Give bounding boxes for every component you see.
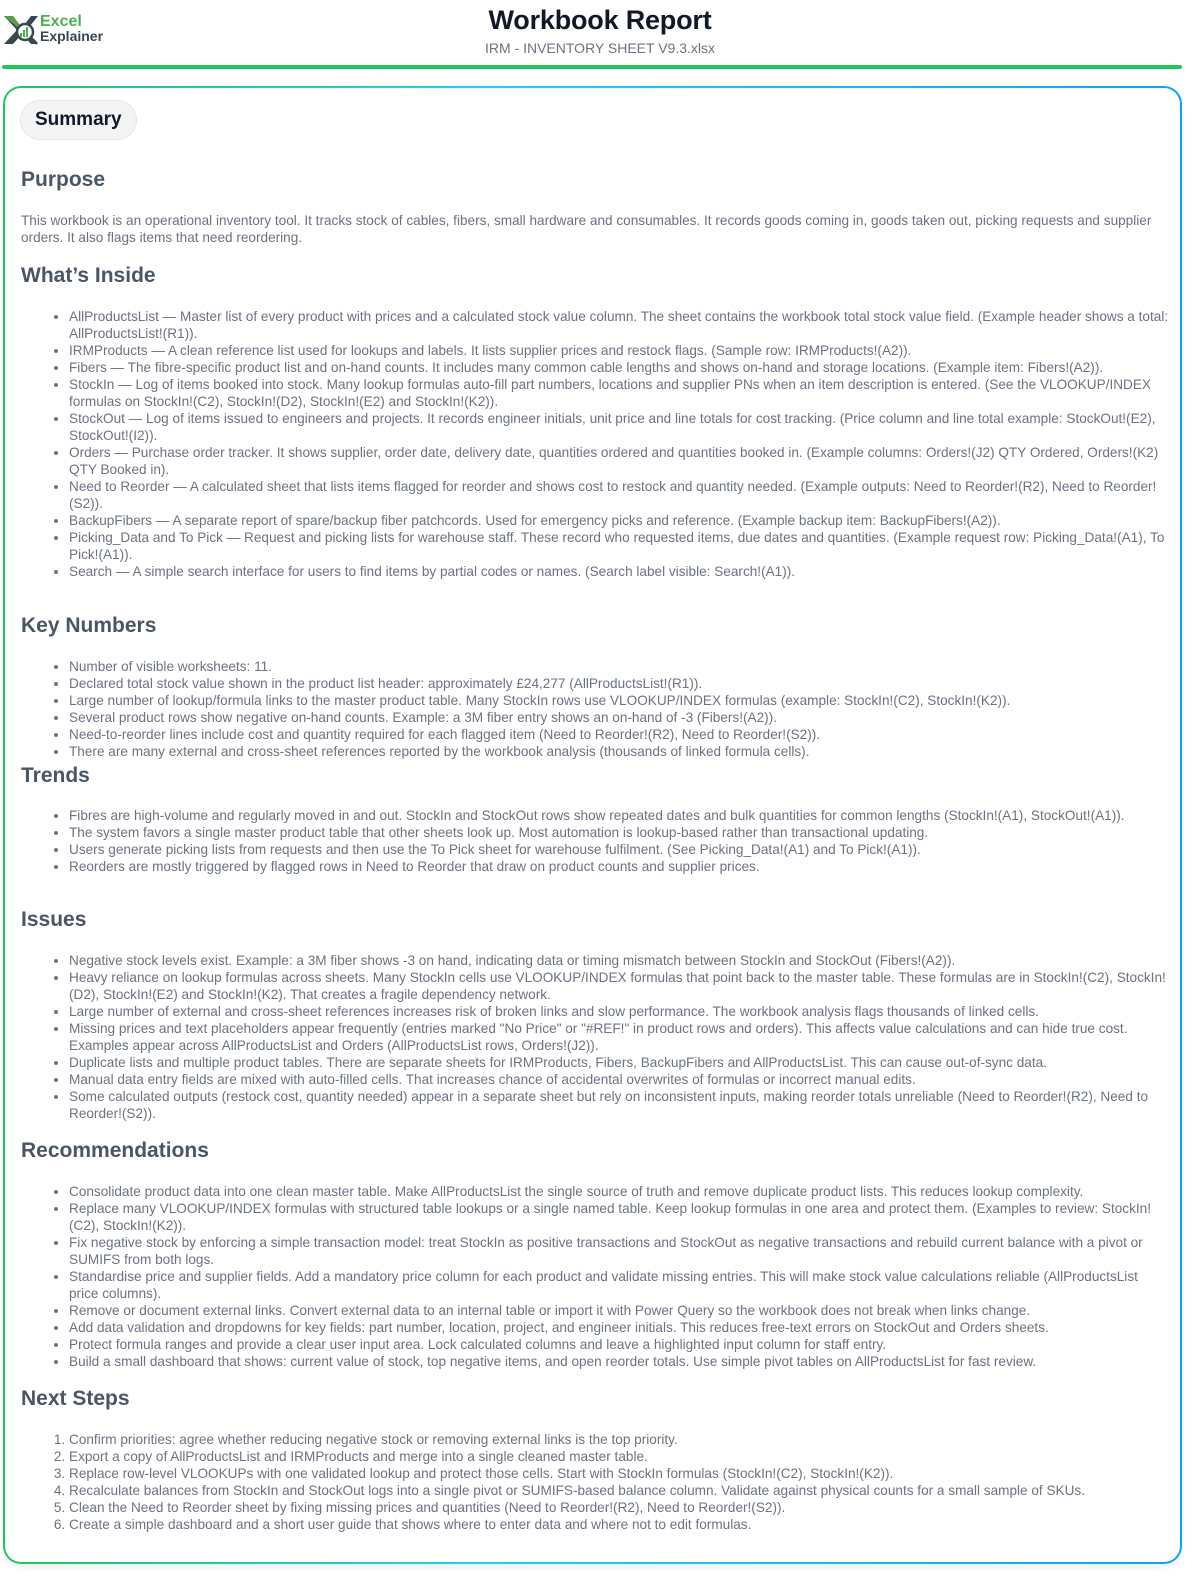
list-item: • Users generate picking lists from requests and then use the To Pick sheet for warehouse fulfilment. (See Picking_Data!(A1) and To Pick!(A1)). [69,841,1169,858]
list-item: • StockIn — Log of items booked into stock. Many lookup formulas auto-fill part numbers, locations and supplier PNs when an item description is entered. (See the VLOOKUP/INDEX formulas on StockIn!(C2), StockIn!(D2), StockIn!(E2) and StockIn!(K2)). [69,376,1169,410]
list-item: • Missing prices and text placeholders appear frequently (entries marked "No Price" or "#REF!" in product rows and orders). This affects value calculations and can hide true cost. Examples appear across AllProductsList and Orders (AllProductsList rows, Orders!(J2)). [69,1020,1169,1054]
issues-list [69,952,1169,1122]
list-item: 3. Replace row-level VLOOKUPs with one validated lookup and protect those cells. Start with StockIn formulas (StockIn!(C2), StockIn!(K2)). [69,1465,1169,1482]
section-heading-whats-inside: What’s Inside [21,264,156,287]
list-item: 4. Recalculate balances from StockIn and StockOut logs into a single pivot or SUMIFS-based balance column. Validate against physical counts for a small sample of SKUs. [69,1482,1169,1499]
list-item: • IRMProducts — A clean reference list used for lookups and labels. It lists supplier prices and restock flags. (Sample row: IRMProducts!(A2)). [69,342,1169,359]
list-item: • Consolidate product data into one clean master table. Make AllProductsList the single source of truth and remove duplicate product lists. This reduces lookup complexity. [69,1183,1169,1200]
list-item: • StockOut — Log of items issued to engineers and projects. It records engineer initials, unit price and line totals for cost tracking. (Price column and line total example: StockOut!(E2), StockOut!(I2)). [69,410,1169,444]
list-item: • Fix negative stock by enforcing a simple transaction model: treat StockIn as positive transactions and StockOut as negative transactions and rebuild current balance with a pivot or SUMIFS from both logs. [69,1234,1169,1268]
list-item: 1. Confirm priorities: agree whether reducing negative stock or removing external links is the top priority. [69,1431,1169,1448]
list-item: 5. Clean the Need to Reorder sheet by fixing missing prices and quantities (Need to Reorder!(R2), Need to Reorder!(S2)). [69,1499,1169,1516]
key-numbers-list [69,658,1169,760]
list-item: 2. Export a copy of AllProductsList and IRMProducts and merge into a single cleaned master table. [69,1448,1169,1465]
list-item: • Large number of lookup/formula links to the master product table. Many StockIn rows use VLOOKUP/INDEX formulas (example: StockIn!(C2), StockIn!(K2)). [69,692,1169,709]
list-item: • Build a small dashboard that shows: current value of stock, top negative items, and open reorder totals. Use simple pivot tables on AllProductsList for fast review. [69,1353,1169,1370]
list-item: • Replace many VLOOKUP/INDEX formulas with structured table lookups or a single named table. Keep lookup formulas in one area and protect them. (Examples to review: StockIn!(C2), StockIn!(K2)). [69,1200,1169,1234]
list-item: • Number of visible worksheets: 11. [69,658,1169,675]
list-item: • Search — A simple search interface for users to find items by partial codes or names. (Search label visible: Search!(A1)). [69,563,1169,580]
recommendations-list [69,1183,1169,1370]
summary-tab[interactable]: Summary [20,100,137,140]
purpose-text: This workbook is an operational inventory tool. It tracks stock of cables, fibers, small hardware and consumables. It records goods coming in, goods taken out, picking requests and supplier orders. It also flags items that need reordering. [21,213,1152,245]
list-item: • BackupFibers — A separate report of spare/backup fiber patchcords. Used for emergency picks and reference. (Example backup item: BackupFibers!(A2)). [69,512,1169,529]
list-item: • Fibres are high-volume and regularly moved in and out. StockIn and StockOut rows show repeated dates and bulk quantities for common lengths (StockIn!(A1), StockOut!(A1)). [69,807,1169,824]
logo-text-explainer: Explainer [40,28,104,44]
list-item: • Several product rows show negative on-hand counts. Example: a 3M fiber entry shows an on-hand of -3 (Fibers!(A2)). [69,709,1169,726]
list-item: • There are many external and cross-sheet references reported by the workbook analysis (thousands of linked formula cells). [69,743,1169,760]
whats-inside-list [69,308,1169,580]
section-heading-trends: Trends [21,764,90,787]
list-item: • Need-to-reorder lines include cost and quantity required for each flagged item (Need to Reorder!(R2), Need to Reorder!(S2)). [69,726,1169,743]
list-item: • Standardise price and supplier fields. Add a mandatory price column for each product and validate missing entries. This will make stock value calculations reliable (AllProductsList price columns). [69,1268,1169,1302]
logo-text-excel: Excel [40,13,82,30]
list-item: • Declared total stock value shown in the product list header: approximately £24,277 (AllProductsList!(R1)). [69,675,1169,692]
list-item: 6. Create a simple dashboard and a short user guide that shows where to enter data and where not to edit formulas. [69,1516,1169,1533]
list-item: • Negative stock levels exist. Example: a 3M fiber shows -3 on hand, indicating data or timing mismatch between StockIn and StockOut (Fibers!(A2)). [69,952,1169,969]
workbook-filename: IRM - INVENTORY SHEET V9.3.xlsx [484,40,716,56]
list-item: • Remove or document external links. Convert external data to an internal table or import it with Power Query so the workbook does not break when links change. [69,1302,1169,1319]
list-item: • Reorders are mostly triggered by flagged rows in Need to Reorder that draw on product counts and supplier prices. [69,858,1169,875]
summary-card [3,86,1182,1564]
list-item: • Picking_Data and To Pick — Request and picking lists for warehouse staff. These record who requested items, due dates and quantities. (Example request row: Picking_Data!(A1), To Pick!(A1)). [69,529,1169,563]
list-item: • Heavy reliance on lookup formulas across sheets. Many StockIn cells use VLOOKUP/INDEX formulas that point back to the master table. These formulas are in StockIn!(C2), StockIn!(D2), StockIn!(E2) and StockIn!(K2). That creates a fragile dependency network. [69,969,1169,1003]
next-steps-list [69,1431,1169,1533]
trends-list [69,807,1169,875]
list-item: • Protect formula ranges and provide a clear user input area. Lock calculated columns and leave a highlighted input column for staff entry. [69,1336,1169,1353]
section-heading-purpose: Purpose [21,168,106,191]
list-item: • Large number of external and cross-sheet references increases risk of broken links and slow performance. The workbook analysis flags thousands of linked cells. [69,1003,1169,1020]
list-item: • Need to Reorder — A calculated sheet that lists items flagged for reorder and shows cost to restock and quantity needed. (Example outputs: Need to Reorder!(R2), Need to Reorder!(S2)). [69,478,1169,512]
list-item: • The system favors a single master product table that other sheets look up. Most automation is lookup-based rather than transactional updating. [69,824,1169,841]
list-item: • Some calculated outputs (restock cost, quantity needed) appear in a separate sheet but rely on inconsistent inputs, making reorder totals unreliable (Need to Reorder!(R2), Need to Reorder!(S2)). [69,1088,1169,1122]
section-heading-next-steps: Next Steps [21,1387,130,1410]
list-item: • AllProductsList — Master list of every product with prices and a calculated stock value column. The sheet contains the workbook total stock value field. (Example header shows a total: AllProductsList!(R1)). [69,308,1169,342]
section-heading-key-numbers: Key Numbers [21,614,157,637]
page-title: Workbook Report [488,5,712,35]
list-item: • Add data validation and dropdowns for key fields: part number, location, project, and engineer initials. This reduces free-text errors on StockOut and Orders sheets. [69,1319,1169,1336]
section-heading-issues: Issues [21,908,87,931]
list-item: • Manual data entry fields are mixed with auto-filled cells. That increases chance of accidental overwrites of formulas or incorrect manual edits. [69,1071,1169,1088]
header-divider [2,65,1182,69]
list-item: • Fibers — The fibre-specific product list and on-hand counts. It includes many common cable lengths and shows on-hand and storage locations. (Example item: Fibers!(A2)). [69,359,1169,376]
report-header [0,0,1200,66]
list-item: • Duplicate lists and multiple product tables. There are separate sheets for IRMProducts, Fibers, BackupFibers and AllProductsList. This can cause out-of-sync data. [69,1054,1169,1071]
list-item: • Orders — Purchase order tracker. It shows supplier, order date, delivery date, quantities ordered and quantities booked in. (Example columns: Orders!(J2) QTY Ordered, Orders!(K2) QTY Booked in). [69,444,1169,478]
section-heading-recommendations: Recommendations [21,1139,209,1162]
